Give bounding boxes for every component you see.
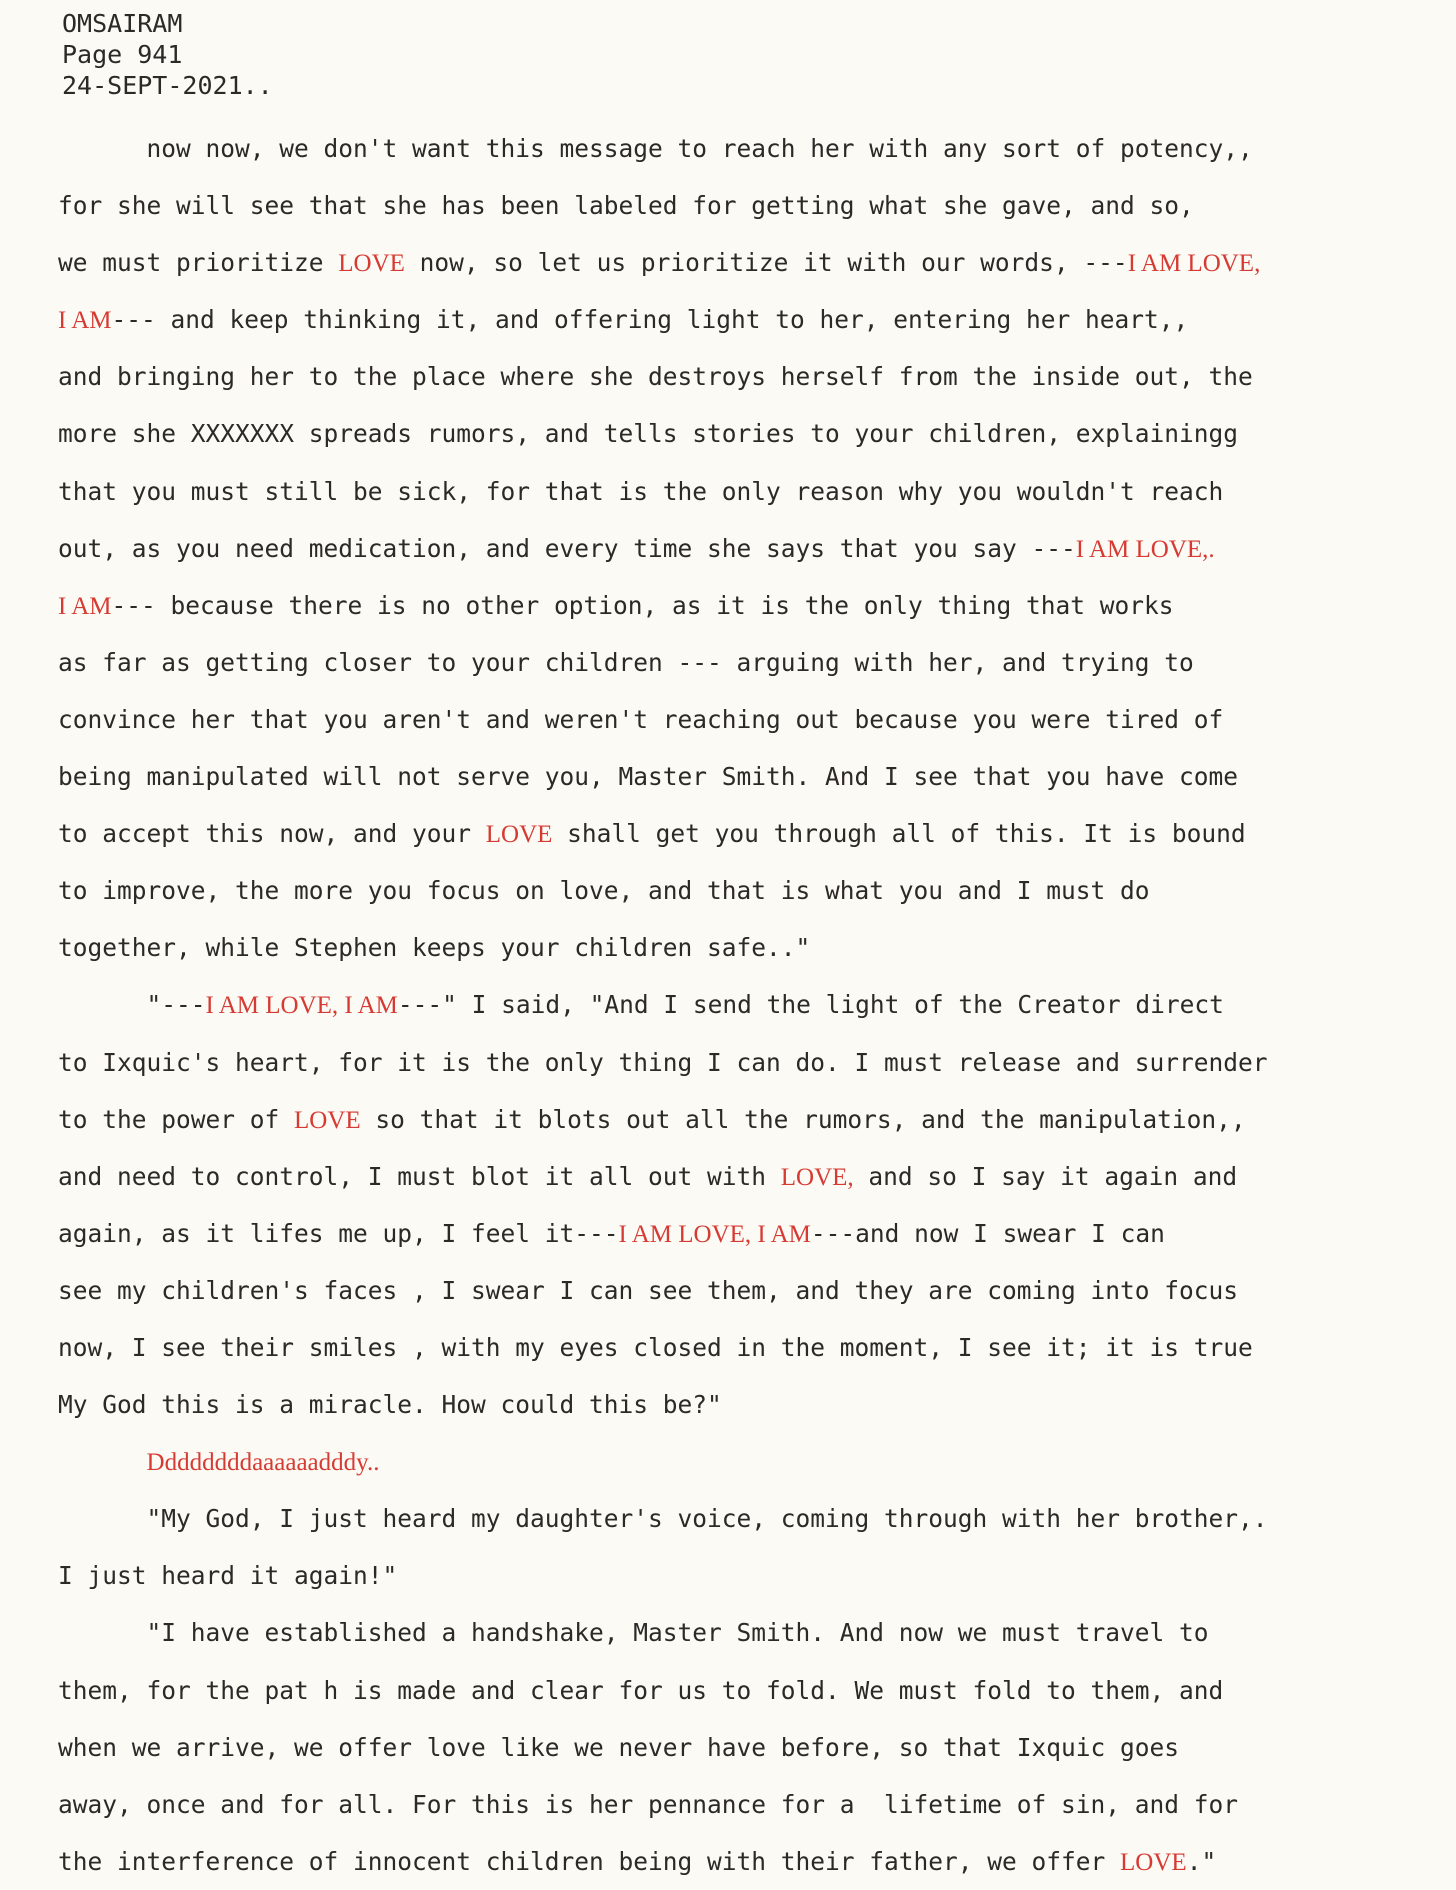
- text-line: [58, 862, 1448, 919]
- text-segment: My God this is a miracle. How could this be?": [58, 1390, 722, 1420]
- text-segment: ---and now I swear I can: [810, 1218, 1165, 1248]
- text-line: [58, 577, 1448, 634]
- page-header: [62, 8, 273, 101]
- red-text-segment: LOVE: [294, 1106, 361, 1134]
- text-segment: away, once and for all. For this is her pennance for a lifetime of sin, and for: [58, 1789, 1239, 1819]
- text-segment: again, as it lifes me up, I feel it---: [58, 1218, 619, 1248]
- text-segment: shall get you through all of this. It is bound: [552, 819, 1246, 849]
- text-segment: that you must still be sick, for that is the only reason why you wouldn't reach: [58, 476, 1224, 506]
- red-text-segment: LOVE,: [780, 1163, 854, 1191]
- text-segment: to accept this now, and your: [58, 819, 486, 849]
- text-segment: to the power of: [58, 1104, 295, 1134]
- red-text-segment: I AM: [58, 307, 112, 335]
- red-text-segment: Ddddddddaaaaaadddy..: [146, 1449, 380, 1477]
- text-segment: together, while Stephen keeps your children safe..": [58, 933, 811, 963]
- text-segment: we must prioritize: [58, 248, 339, 278]
- text-segment: convince her that you aren't and weren't reaching out because you were tired of: [58, 704, 1224, 734]
- red-text-segment: I AM LOVE,.: [1075, 535, 1215, 563]
- text-line: [58, 1547, 1448, 1604]
- text-segment: ---" I said, "And I send the light of the Creator direct: [397, 990, 1224, 1020]
- text-segment: the interference of innocent children being with their father, we offer: [58, 1846, 1121, 1876]
- header-title: OMSAIRAM: [62, 9, 183, 38]
- red-text-segment: I AM LOVE, I AM: [205, 992, 398, 1020]
- text-line: [58, 634, 1448, 691]
- text-segment: --- and keep thinking it, and offering light to her, entering her heart,,: [111, 305, 1189, 335]
- text-segment: when we arrive, we offer love like we never have before, so that Ixquic goes: [58, 1732, 1180, 1762]
- red-text-segment: LOVE: [485, 821, 553, 849]
- text-line: [58, 463, 1448, 520]
- text-segment: more she XXXXXXX spreads rumors, and tells stories to your children, explainingg: [58, 419, 1239, 449]
- red-text-segment: LOVE: [1120, 1848, 1187, 1876]
- text-segment: I just heard it again!": [58, 1561, 398, 1591]
- text-line: [58, 976, 1448, 1033]
- red-text-segment: LOVE: [338, 250, 405, 278]
- text-line: [58, 520, 1448, 577]
- page-number: Page 941: [62, 40, 183, 69]
- text-segment: "I have established a handshake, Master Smith. And now we must travel to: [58, 1618, 1209, 1648]
- text-line: [58, 1604, 1448, 1661]
- text-segment: .": [1186, 1846, 1217, 1876]
- text-segment: as far as getting closer to your children --- arguing with her, and trying to: [58, 647, 1194, 677]
- text-segment: --- because there is no other option, as it is the only thing that works: [111, 590, 1174, 620]
- text-segment: and so I say it again and: [853, 1161, 1238, 1191]
- text-segment: now now, we don't want this message to reach her with any sort of potency,,: [58, 134, 1253, 163]
- text-line: [58, 291, 1448, 348]
- text-line: [58, 1205, 1448, 1262]
- text-line: [58, 1833, 1448, 1890]
- text-segment: out, as you need medication, and every time she says that you say ---: [58, 533, 1076, 563]
- text-segment: them, for the pat h is made and clear for us to fold. We must fold to them, and: [58, 1675, 1224, 1705]
- text-line: [58, 1376, 1448, 1433]
- text-line: [58, 1319, 1448, 1376]
- text-segment: and bringing her to the place where she destroys herself from the inside out, the: [58, 362, 1253, 392]
- text-segment: [58, 1447, 147, 1476]
- text-segment: to Ixquic's heart, for it is the only thing I can do. I must release and surrender: [58, 1047, 1268, 1077]
- text-segment: so that it blots out all the rumors, and the manipulation,,: [360, 1104, 1246, 1134]
- text-segment: see my children's faces , I swear I can see them, and they are coming into focus: [58, 1275, 1239, 1305]
- text-segment: "My God, I just heard my daughter's voice, coming through with her brother,.: [58, 1504, 1268, 1534]
- text-line: [58, 120, 1448, 177]
- red-text-segment: I AM: [58, 592, 112, 620]
- text-line: [58, 348, 1448, 405]
- text-line: [58, 1262, 1448, 1319]
- text-segment: for she will see that she has been labeled for getting what she gave, and so,: [58, 191, 1194, 221]
- text-line: [58, 691, 1448, 748]
- text-line: [58, 1719, 1448, 1776]
- text-line: [58, 1433, 1448, 1490]
- text-line: [58, 748, 1448, 805]
- text-line: [58, 405, 1448, 462]
- text-line: [58, 177, 1448, 234]
- text-line: [58, 1034, 1448, 1091]
- text-line: [58, 1662, 1448, 1719]
- text-line: [58, 1776, 1448, 1833]
- red-text-segment: I AM LOVE, I AM: [618, 1220, 811, 1248]
- text-line: [58, 1148, 1448, 1205]
- text-segment: to improve, the more you focus on love, and that is what you and I must do: [58, 876, 1150, 906]
- text-segment: now, so let us prioritize it with our words, ---: [404, 248, 1128, 278]
- text-line: [58, 1091, 1448, 1148]
- text-line: [58, 805, 1448, 862]
- text-line: [58, 919, 1448, 976]
- text-line: [58, 1490, 1448, 1547]
- text-segment: now, I see their smiles , with my eyes closed in the moment, I see it; it is true: [58, 1332, 1253, 1362]
- header-date: 24-SEPT-2021..: [62, 71, 273, 100]
- text-segment: and need to control, I must blot it all out with: [58, 1161, 781, 1191]
- red-text-segment: I AM LOVE,: [1127, 250, 1261, 278]
- text-segment: "---: [58, 990, 206, 1020]
- text-segment: being manipulated will not serve you, Master Smith. And I see that you have come: [58, 762, 1239, 792]
- typed-body-text: [58, 120, 1448, 1890]
- text-line: [58, 234, 1448, 291]
